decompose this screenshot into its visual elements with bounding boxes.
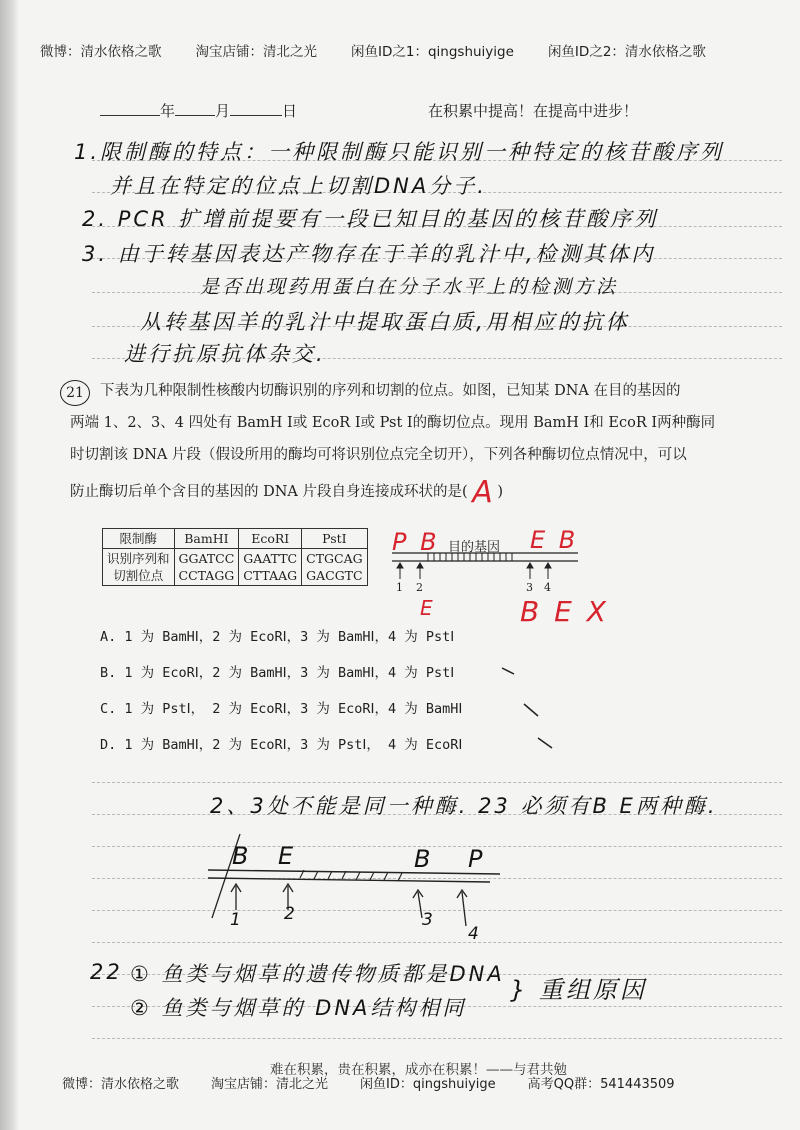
footer-taobao: 淘宝店铺：清北之光 <box>211 1077 329 1092</box>
header-bar <box>40 40 780 60</box>
option-strike-marks <box>500 660 560 750</box>
table-header-cell: 限制酶 <box>103 529 175 549</box>
q22-reason-2: ② 鱼类与烟草的 DNA结构相同 <box>130 996 467 1020</box>
work-line-1: 2、3处不能是同一种酶. 23 必须有B E两种酶. <box>210 794 718 818</box>
ruled-line <box>92 942 782 943</box>
table-cell-ecori: GAATTC CTTAAG <box>239 549 302 586</box>
option-b: B. 1 为 EcoRⅠ，2 为 BamHⅠ，3 为 BamHⅠ，4 为 PstⅠ <box>100 665 455 681</box>
table-cell-bamhi: GGATCC CCTAGG <box>174 549 239 586</box>
red-mark-pb: P B <box>392 528 440 556</box>
note-3-line-2: 是否出现药用蛋白在分子水平上的检测方法 <box>200 276 619 298</box>
note-3-line-1: 3. 由于转基因表达产物存在于羊的乳汁中,检测其体内 <box>82 242 656 266</box>
note-2: 2. PCR 扩增前提要有一段已知目的基因的核苷酸序列 <box>82 207 659 231</box>
question-stem-line-3: 时切割该 DNA 片段（假设所用的酶均可将识别位点完全切开），下列各种酶切位点情况中，可以 <box>70 447 687 463</box>
table-header-cell: EcoRⅠ <box>239 529 302 549</box>
option-d: D. 1 为 BamHⅠ，2 为 EcoRⅠ，3 为 PstⅠ， 4 为 EcoRⅠ <box>100 737 463 753</box>
sketch-letter-b: B <box>232 842 252 870</box>
header-xianyu-1: 闲鱼ID之1：qingshuiyige <box>351 44 514 60</box>
sketch-letter-e: E <box>278 842 297 870</box>
q22-brace-note: } 重组原因 <box>510 976 647 1004</box>
gene-label: 目的基因 <box>448 540 501 555</box>
date-month: 月 <box>215 102 231 120</box>
date-year: 年 <box>160 102 176 120</box>
question-number: 21 <box>60 380 90 406</box>
footer-motto: 难在积累，贵在积累，成亦在积累！——与君共勉 <box>270 1062 567 1078</box>
footer-bar <box>62 1073 675 1092</box>
q22-number: 22 <box>90 960 123 984</box>
sketch-num-1: 1 <box>230 910 244 930</box>
table-header-cell: BamHⅠ <box>174 529 239 549</box>
sketch-num-2: 2 <box>284 904 298 924</box>
stem-close: ) <box>497 484 504 500</box>
motto: 在积累中提高！在提高中进步！ <box>428 102 639 120</box>
sketch-letter-p: P <box>468 845 486 873</box>
header-xianyu-2: 闲鱼ID之2：清水依格之歌 <box>547 44 706 60</box>
red-mark-bex: B E X <box>520 595 609 628</box>
option-c: C. 1 为 PstⅠ， 2 为 EcoRⅠ，3 为 EcoRⅠ，4 为 BamHⅠ <box>100 701 463 717</box>
red-mark-eb: E B <box>530 526 579 554</box>
note-1-line-1: 1.限制酶的特点：一种限制酶只能识别一种特定的核苷酸序列 <box>74 140 725 164</box>
site-1: 1 <box>396 581 403 594</box>
question-stem-line-4 <box>70 471 770 508</box>
date-day: 日 <box>282 102 298 120</box>
sketch-num-4: 4 <box>468 924 482 944</box>
question-stem-line-2: 两端 1、2、3、4 四处有 BamH Ⅰ或 EcoR Ⅰ或 Pst Ⅰ的酶切位点。现用 BamH Ⅰ和 EcoR Ⅰ两种酶同 <box>70 415 716 431</box>
ruled-line <box>92 782 782 783</box>
footer-xianyu: 闲鱼ID：qingshuiyige <box>360 1077 496 1092</box>
stem-line-4-text: 防止酶切后单个含目的基因的 DNA 片段自身连接成环状的是( <box>70 484 468 500</box>
question-stem-line-1: 下表为几种限制性核酸内切酶识别的序列和切割的位点。如图，已知某 DNA 在目的基因的 <box>100 383 681 399</box>
table-cell-psti: CTGCAG GACGTC <box>302 549 367 586</box>
footer-weibo: 微博：清水依格之歌 <box>62 1077 180 1092</box>
answer-mark: A <box>472 475 493 510</box>
red-mark-e: E <box>420 596 436 620</box>
note-1-line-2: 并且在特定的位点上切割DNA分子. <box>110 174 487 198</box>
site-3: 3 <box>526 581 533 594</box>
site-4: 4 <box>544 581 551 594</box>
ruled-line <box>92 1038 782 1039</box>
sketch-num-3: 3 <box>422 910 436 930</box>
table-header-cell: PstⅠ <box>302 529 367 549</box>
sketch-letter-b2: B <box>414 845 434 873</box>
date-line <box>100 100 297 121</box>
q22-reason-1: ① 鱼类与烟草的遗传物质都是DNA <box>130 962 505 986</box>
note-3-line-3: 从转基因羊的乳汁中提取蛋白质,用相应的抗体 <box>140 310 630 334</box>
site-2: 2 <box>416 581 423 594</box>
table-row-label: 识别序列和 切割位点 <box>103 549 175 586</box>
note-3-line-4: 进行抗原抗体杂交. <box>124 342 326 366</box>
enzyme-table <box>102 528 368 586</box>
header-weibo: 微博：清水依格之歌 <box>40 44 162 60</box>
header-taobao: 淘宝店铺：清北之光 <box>195 44 317 60</box>
option-a: A. 1 为 BamHⅠ，2 为 EcoRⅠ，3 为 BamHⅠ，4 为 PstⅠ <box>100 629 455 645</box>
footer-qq: 高考QQ群：541443509 <box>527 1077 675 1092</box>
binder-edge <box>0 0 18 1130</box>
